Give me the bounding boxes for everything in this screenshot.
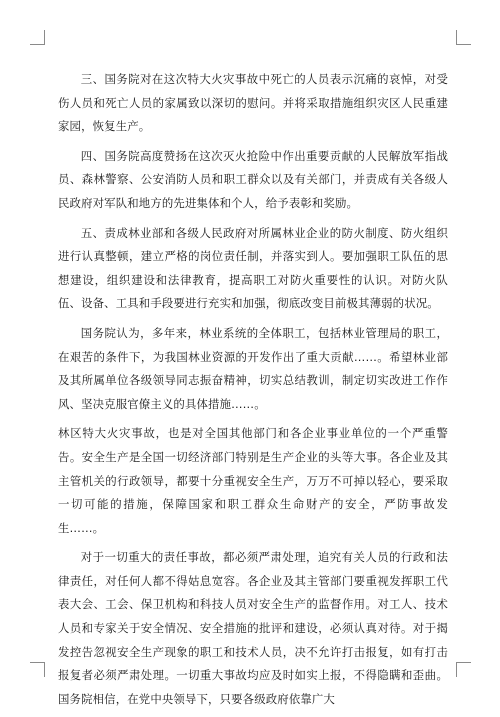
paragraph-5: 五、责成林业部和各级人民政府对所属林业企业的防火制度、防火组织进行认真整顿，建立严格的岗位责任制，并落实到人。要加强职工队伍的思想建设，组织建设和法律教育，提高职工对防火重要性的认识。对防火队伍、设备、工具和手段要进行充实和加强，彻底改变目前极其薄弱的状况。: [58, 225, 448, 311]
crop-mark-top-right: [456, 30, 471, 45]
crop-mark-bottom-right: [456, 662, 471, 677]
paragraph-accountability: 对于一切重大的责任事故，都必须严肃处理，追究有关人员的行政和法律责任，对任何人都不得姑息宽容。各企业及其主管部门要重视发挥职工代表大会、工会、保卫机构和科技人员对安全生产的监督作用。对工人、技术人员和专家关于安全情况、安全措施的批评和建设，必须认真对待。对于揭发控告忽视安全生产现象的职工和技术人员，决不允许打击报复，如有打击报复者必须严肃处理。一切重大事故均应及时如实上报，不得隐瞒和歪曲。国务院相信，在党中央领导下，只要各级政府依靠广大: [58, 550, 448, 706]
paragraph-3: 三、国务院对在这次特大火灾事故中死亡的人员表示沉痛的哀悼，对受伤人员和死亡人员的家属致以深切的慰问。并将采取措施组织灾区人民重建家园，恢复生产。: [58, 72, 448, 134]
crop-mark-bottom-left: [30, 662, 45, 677]
paragraph-state-council-opinion: 国务院认为，多年来，林业系统的全体职工，包括林业管理局的职工，在艰苦的条件下，为我国林业资源的开发作出了重大贡献……。希望林业部及其所属单位各级领导同志振奋精神，切实总结教训，制定切实改进工作作风、坚决克服官僚主义的具体措施……。: [58, 325, 448, 411]
document-body: [58, 68, 448, 717]
paragraph-warning: 林区特大火灾事故，也是对全国其他部门和各企业事业单位的一个严重警告。安全生产是全国一切经济部门特别是生产企业的头等大事。各企业及其主管机关的行政领导，都要十分重视安全生产，万万不可掉以轻心，要采取一切可能的措施，保障国家和职工群众生命财产的安全，严防事故发生……。: [58, 426, 448, 535]
crop-mark-top-left: [30, 30, 45, 45]
paragraph-4: 四、国务院高度赞扬在这次灭火抢险中作出重要贡献的人民解放军指战员、森林警察、公安消防人员和职工群众以及有关部门，并责成有关各级人民政府对军队和地方的先进集体和个人，给予表彰和奖励。: [58, 148, 448, 210]
